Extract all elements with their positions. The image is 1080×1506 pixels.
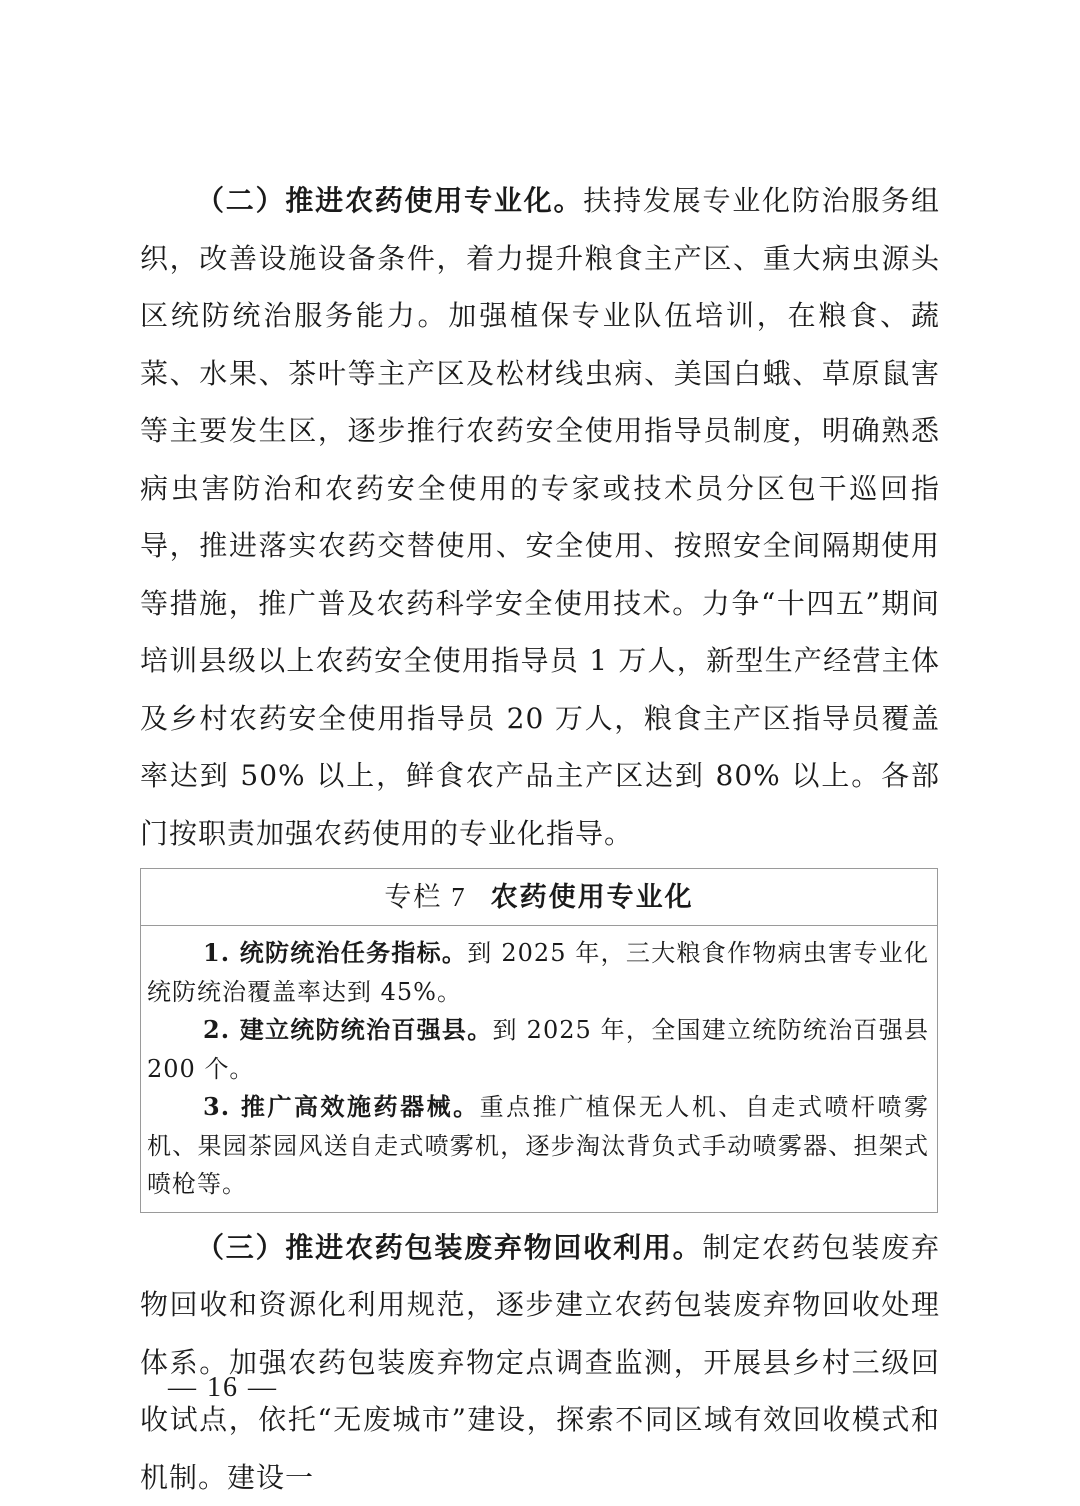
box-item [147, 1088, 929, 1204]
box-item-heading: 3. 推广高效施药器械。 [203, 1092, 480, 1121]
box-item [147, 934, 929, 1011]
box-body [141, 926, 937, 1212]
section-2-heading: （二）推进农药使用专业化。 [196, 184, 583, 217]
box-item-heading: 2. 建立统防统治百强县。 [203, 1015, 492, 1044]
box-item-body: 到 2025 年，三大粮食作物病虫害专业化统防统治覆盖率达到 45%。 [147, 939, 929, 1006]
page-number: — 16 — [168, 1372, 278, 1404]
box-item [147, 1011, 929, 1088]
sidebar-box-7 [140, 868, 938, 1213]
section-3-paragraph [140, 1219, 940, 1506]
section-2-paragraph [140, 172, 940, 862]
section-2-body: 扶持发展专业化防治服务组织，改善设施设备条件，着力提升粮食主产区、重大病虫源头区统防统治服务能力。加强植保专业队伍培训，在粮食、蔬菜、水果、茶叶等主产区及松材线虫病、美国白蛾、草原鼠害等主要发生区，逐步推行农药安全使用指导员制度，明确熟悉病虫害防治和农药安全使用的专家或技术员分区包干巡回指导，推进落实农药交替使用、安全使用、按照安全间隔期使用等措施，推广普及农药科学安全使用技术。力争“十四五”期间培训县级以上农药安全使用指导员 1 万人，新型生产经营主体及乡村农药安全使用指导员 20 万人，粮食主产区指导员覆盖率达到 50% 以上，鲜食农产品主产区达到 80% 以上。各部门按职责加强农药使用的专业化指导。 [140, 184, 940, 850]
box-title-number: 专栏 7 [384, 882, 466, 912]
section-3-heading: （三）推进农药包装废弃物回收利用。 [196, 1231, 702, 1264]
box-title [141, 869, 937, 926]
page-content [140, 172, 940, 1506]
box-item-heading: 1. 统防统治任务指标。 [203, 938, 467, 967]
section-3-body: 制定农药包装废弃物回收和资源化利用规范，逐步建立农药包装废弃物回收处理体系。加强农药包装废弃物定点调查监测，开展县乡村三级回收试点，依托“无废城市”建设，探索不同区域有效回收模式和机制。建设一 [140, 1231, 940, 1494]
box-title-text: 农药使用专业化 [491, 882, 694, 913]
box-item-body: 到 2025 年，全国建立统防统治百强县 200 个。 [147, 1016, 929, 1083]
box-item-body: 重点推广植保无人机、自走式喷杆喷雾机、果园茶园风送自走式喷雾机，逐步淘汰背负式手动喷雾器、担架式喷枪等。 [147, 1093, 929, 1198]
